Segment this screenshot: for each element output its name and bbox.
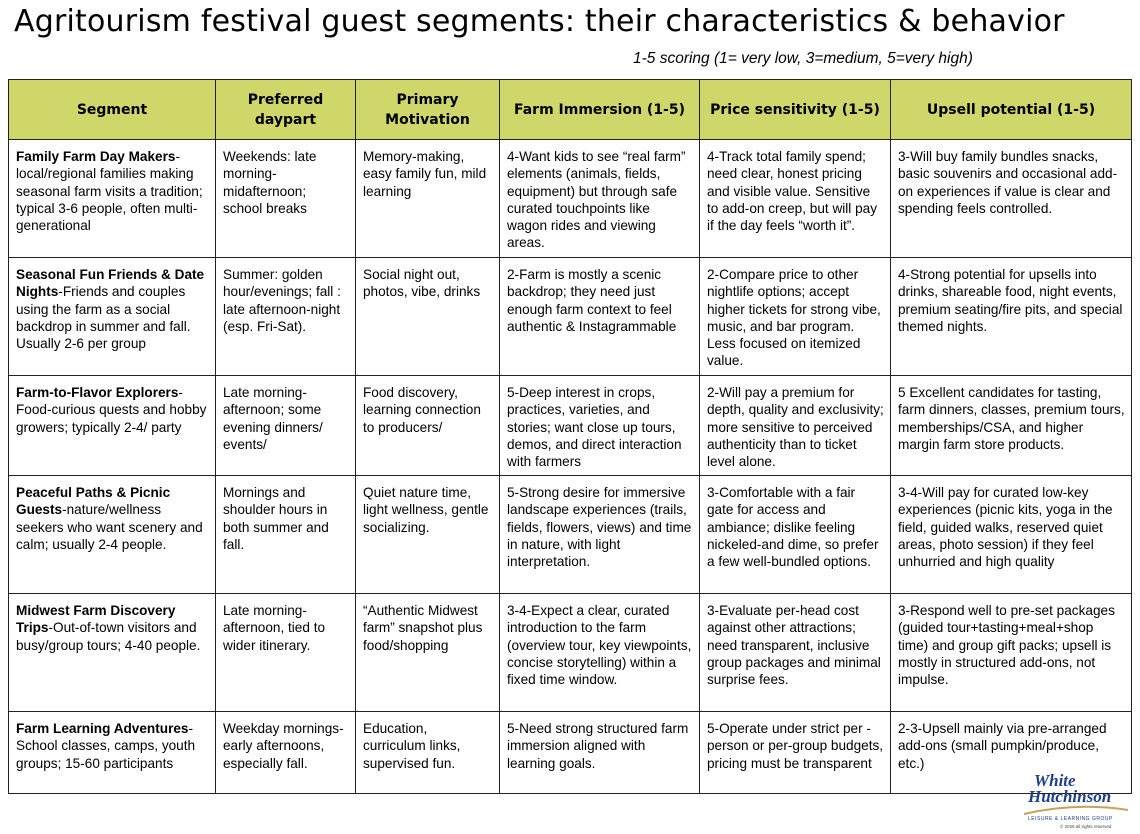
immersion-cell: 4-Want kids to see “real farm” elements (animals, fields, equipment) but through safe curated touchpoints like wagon rides and viewing areas. (500, 140, 700, 258)
segment-cell (9, 476, 216, 594)
daypart-cell: Late morning-afternoon, tied to wider itinerary. (216, 594, 356, 712)
table-row (9, 476, 1132, 594)
table-row (9, 712, 1132, 794)
segment-name: Seasonal Fun Friends & Date Nights (16, 267, 205, 300)
immersion-cell: 3-4-Expect a clear, curated introduction to the farm (overview tour, key viewpoints, concise storytelling) within a fixed time window. (500, 594, 700, 712)
white-hutchinson-logo (1020, 768, 1132, 830)
upsell-cell: 3-Respond well to pre-set packages (guided tour+tasting+meal+shop time) and group gift packs; upsell is mostly in structured add-ons, not impulse. (891, 594, 1132, 712)
table-row (9, 594, 1132, 712)
immersion-cell: 5-Deep interest in crops, practices, varieties, and stories; want close up tours, demos, and direct interaction with farmers (500, 376, 700, 476)
motivation-cell: Memory-making, easy family fun, mild learning (356, 140, 500, 258)
logo-line-hutchinson: Hutchinson (1028, 787, 1112, 806)
daypart-cell: Summer: golden hour/evenings; fall : late afternoon-night (esp. Fri-Sat). (216, 258, 356, 376)
segment-name: Farm-to-Flavor Explorers (16, 385, 179, 400)
segment-cell (9, 140, 216, 258)
logo-swoosh (1024, 807, 1128, 814)
upsell-cell: 3-Will buy family bundles snacks, basic souvenirs and occasional add-on experiences if value is clear and spending feels controlled. (891, 140, 1132, 258)
immersion-cell: 5-Strong desire for immersive landscape experiences (trails, fields, flowers, views) and time in nature, with light interpretation. (500, 476, 700, 594)
segment-cell (9, 712, 216, 794)
table-row (9, 140, 1132, 258)
price-cell: 3-Comfortable with a fair gate for access and ambiance; dislike feeling nickeled-and dime, so prefer a few well-bundled options. (700, 476, 891, 594)
header-segment: Segment (9, 80, 216, 140)
segment-cell (9, 594, 216, 712)
motivation-cell: “Authentic Midwest farm” snapshot plus food/shopping (356, 594, 500, 712)
table-row (9, 258, 1132, 376)
segment-name: Midwest Farm Discovery Trips (16, 603, 176, 636)
daypart-cell: Late morning-afternoon; some evening dinners/ events/ (216, 376, 356, 476)
segment-cell (9, 258, 216, 376)
upsell-cell: 4-Strong potential for upsells into drinks, shareable food, night events, premium seating/fire pits, and special themed nights. (891, 258, 1132, 376)
segment-description: -Out-of-town visitors and busy/group tours; 4-40 people. (16, 620, 201, 653)
table-row (9, 376, 1132, 476)
segment-description: -Food-curious quests and hobby growers; typically 2-4/ party (16, 385, 207, 435)
segments-table (8, 79, 1132, 794)
upsell-cell: 3-4-Will pay for curated low-key experiences (picnic kits, yoga in the field, guided walks, reserved quiet areas, photo session) if they feel unhurried and high quality (891, 476, 1132, 594)
segment-name: Farm Learning Adventures (16, 721, 189, 736)
upsell-cell: 5 Excellent candidates for tasting, farm dinners, classes, premium tours, memberships/CSA, and higher margin farm store products. (891, 376, 1132, 476)
segment-cell (9, 376, 216, 476)
header-motivation: Primary Motivation (356, 80, 500, 140)
segment-description: -Friends and couples using the farm as a social backdrop in summer and fall. Usually 2-6 per group (16, 284, 191, 352)
price-cell: 4-Track total family spend; need clear, honest pricing and visible value. Sensitive to add-on creep, but will pay if the day feels “worth it”. (700, 140, 891, 258)
page-title: Agritourism festival guest segments: their characteristics & behavior (14, 4, 1065, 39)
motivation-cell: Social night out, photos, vibe, drinks (356, 258, 500, 376)
motivation-cell: Quiet nature time, light wellness, gentle socializing. (356, 476, 500, 594)
upsell-cell: 2-3-Upsell mainly via pre-arranged add-ons (small pumpkin/produce, etc.) (891, 712, 1132, 794)
logo-copyright: © 2026 all rights reserved (1060, 824, 1112, 829)
segment-description: -nature/wellness seekers who want scenery and calm; usually 2-4 people. (16, 502, 203, 552)
segment-description: -local/regional families making seasonal farm visits a tradition; typical 3-6 people, often multi-generational (16, 149, 203, 234)
header-upsell-potential: Upsell potential (1-5) (891, 80, 1132, 140)
motivation-cell: Education, curriculum links, supervised fun. (356, 712, 500, 794)
logo-tagline: LEISURE & LEARNING GROUP (1028, 816, 1113, 822)
header-daypart: Preferred daypart (216, 80, 356, 140)
segment-name: Family Farm Day Makers (16, 149, 176, 164)
price-cell: 2-Will pay a premium for depth, quality and exclusivity; more sensitive to perceived authenticity than to ticket level alone. (700, 376, 891, 476)
price-cell: 2-Compare price to other nightlife options; accept higher tickets for strong vibe, music, and bar program. Less focused on itemized value. (700, 258, 891, 376)
scoring-note: 1-5 scoring (1= very low, 3=medium, 5=very high) (633, 50, 973, 67)
immersion-cell: 5-Need strong structured farm immersion aligned with learning goals. (500, 712, 700, 794)
daypart-cell: Weekday mornings-early afternoons, especially fall. (216, 712, 356, 794)
daypart-cell: Mornings and shoulder hours in both summer and fall. (216, 476, 356, 594)
header-farm-immersion: Farm Immersion (1-5) (500, 80, 700, 140)
segment-description: -School classes, camps, youth groups; 15-60 participants (16, 721, 196, 771)
immersion-cell: 2-Farm is mostly a scenic backdrop; they need just enough farm context to feel authentic & Instagrammable (500, 258, 700, 376)
daypart-cell: Weekends: late morning-midafternoon; school breaks (216, 140, 356, 258)
logo-line-white: White (1034, 771, 1076, 790)
price-cell: 5-Operate under strict per -person or per-group budgets, pricing must be transparent (700, 712, 891, 794)
price-cell: 3-Evaluate per-head cost against other attractions; need transparent, inclusive group packages and minimal surprise fees. (700, 594, 891, 712)
segment-name: Peaceful Paths & Picnic Guests (16, 485, 171, 518)
header-row (9, 80, 1132, 140)
motivation-cell: Food discovery, learning connection to producers/ (356, 376, 500, 476)
header-price-sensitivity: Price sensitivity (1-5) (700, 80, 891, 140)
